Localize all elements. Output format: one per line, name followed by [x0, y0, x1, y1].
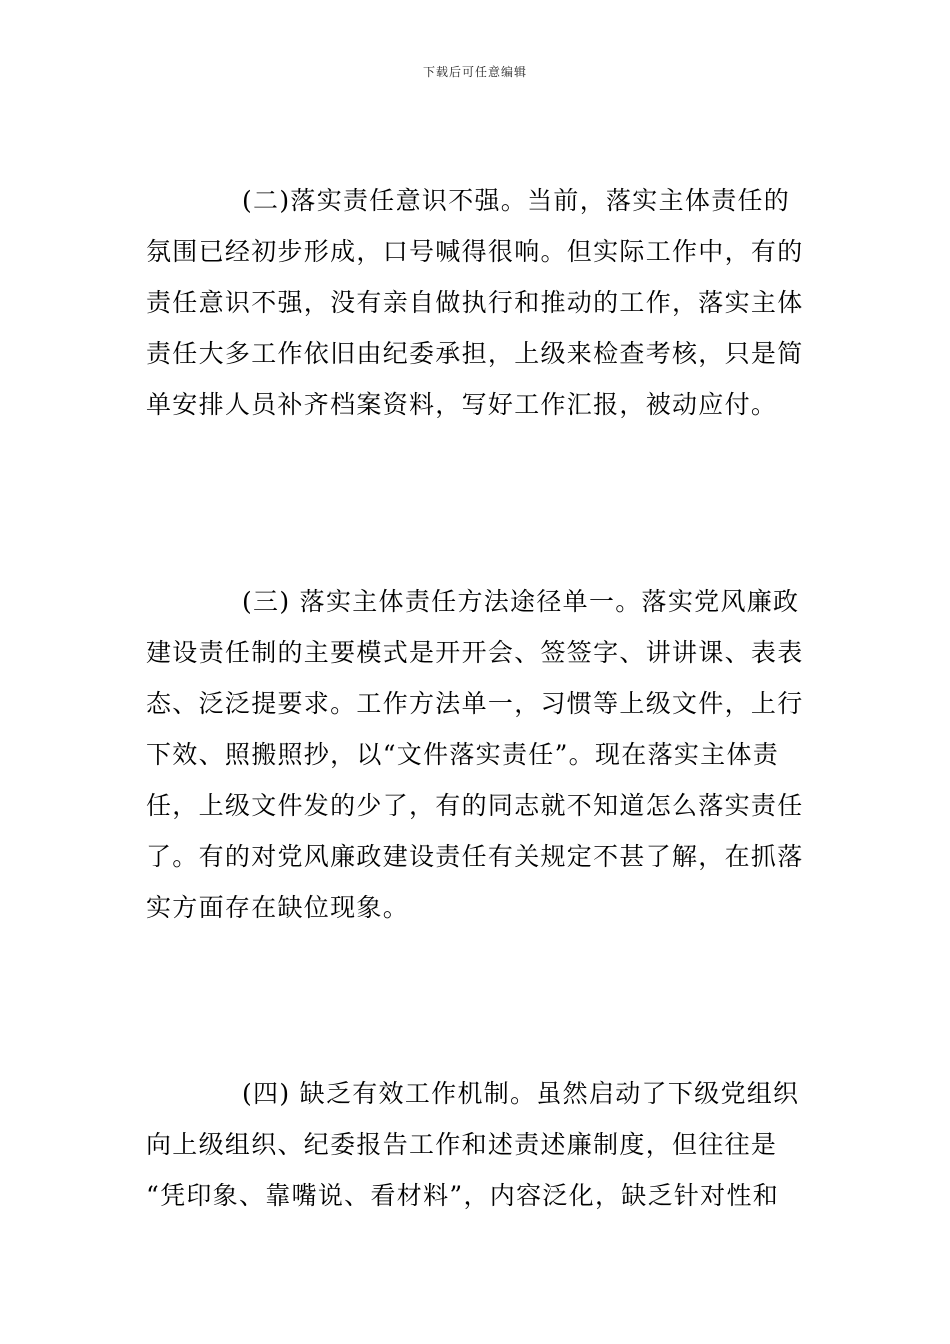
paragraph-line: 了。有的对党风廉政建设责任有关规定不甚了解，在抓落: [146, 842, 804, 871]
paragraph-lack-mechanism: [146, 1068, 810, 1221]
paragraph-line: 任，上级文件发的少了，有的同志就不知道怎么落实责任: [146, 791, 804, 820]
paragraph-line: (三) 落实主体责任方法途径单一。落实党风廉政: [242, 587, 800, 616]
paragraph-line: 责任意识不强，没有亲自做执行和推动的工作，落实主体: [146, 288, 804, 317]
paragraph-line: 建设责任制的主要模式是开开会、签签字、讲讲课、表表: [146, 638, 804, 667]
paragraph-line: “凭印象、靠嘴说、看材料”，内容泛化，缺乏针对性和: [146, 1181, 780, 1210]
paragraph-responsibility-awareness: [146, 175, 810, 430]
paragraph-line: 氛围已经初步形成，口号喊得很响。但实际工作中，有的: [146, 237, 804, 266]
paragraph-line: (二)落实责任意识不强。当前，落实主体责任的: [242, 186, 791, 215]
paragraph-line: 实方面存在缺位现象。: [146, 893, 410, 922]
paragraph-line: 下效、照搬照抄，以“文件落实责任”。现在落实主体责: [146, 740, 780, 769]
header-note: 下载后可任意编辑: [422, 65, 527, 79]
paragraph-line: 单安排人员补齐档案资料，写好工作汇报，被动应付。: [146, 390, 778, 419]
paragraph-line: 责任大多工作依旧由纪委承担，上级来检查考核，只是简: [146, 339, 804, 368]
paragraph-line: (四) 缺乏有效工作机制。虽然启动了下级党组织: [242, 1079, 800, 1108]
paragraph-line: 态、泛泛提要求。工作方法单一，习惯等上级文件，上行: [146, 689, 804, 718]
paragraph-line: 向上级组织、纪委报告工作和述责述廉制度，但往往是: [146, 1130, 778, 1159]
paragraph-single-method: [146, 576, 810, 933]
